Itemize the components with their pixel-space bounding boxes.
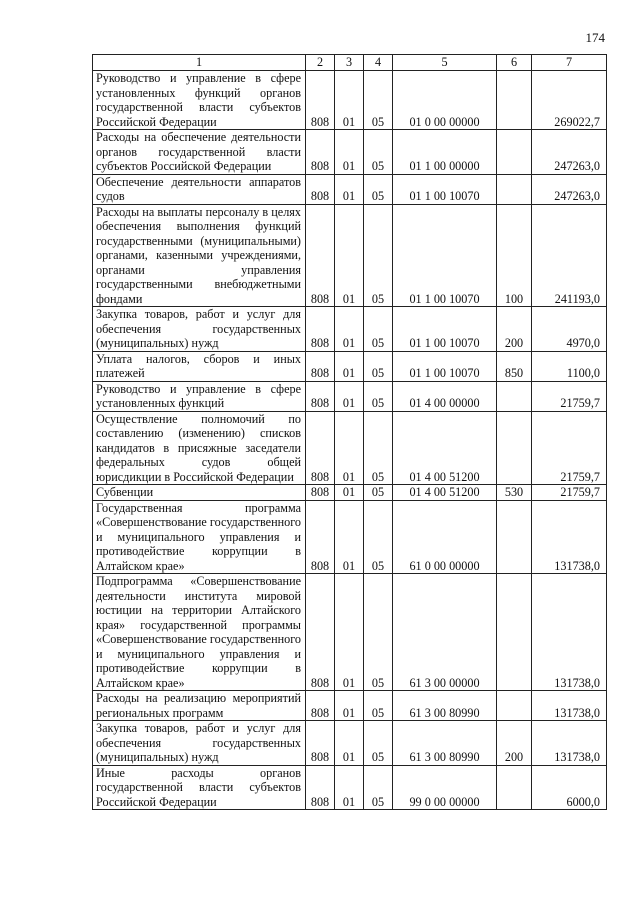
- row-name-cell: Руководство и управление в сфере установленных функций органов государственной власти субъектов Российской Федерации: [93, 71, 306, 130]
- row-name-cell: Уплата налогов, сборов и иных платежей: [93, 351, 306, 381]
- row-name-cell: Руководство и управление в сфере установленных функций: [93, 381, 306, 411]
- table-row: [93, 307, 607, 352]
- table-row: [93, 351, 607, 381]
- ministry-code-cell: 808: [306, 307, 335, 352]
- amount-cell: 21759,7: [532, 411, 607, 485]
- expense-type-cell: [497, 71, 532, 130]
- expense-type-cell: 100: [497, 204, 532, 307]
- amount-cell: 131738,0: [532, 574, 607, 691]
- target-article-cell: 61 0 00 00000: [393, 500, 497, 574]
- row-name-cell: Расходы на реализацию мероприятий региональных программ: [93, 691, 306, 721]
- subsection-code-cell: 05: [364, 500, 393, 574]
- budget-table: [92, 54, 607, 810]
- expense-type-cell: [497, 500, 532, 574]
- table-row: [93, 574, 607, 691]
- ministry-code-cell: 808: [306, 351, 335, 381]
- header-cell: 1: [93, 55, 306, 71]
- target-article-cell: 61 3 00 80990: [393, 721, 497, 766]
- section-code-cell: 01: [335, 130, 364, 175]
- expense-type-cell: [497, 411, 532, 485]
- section-code-cell: 01: [335, 174, 364, 204]
- header-cell: 3: [335, 55, 364, 71]
- target-article-cell: 01 1 00 10070: [393, 351, 497, 381]
- table-row: [93, 765, 607, 810]
- amount-cell: 247263,0: [532, 174, 607, 204]
- target-article-cell: 61 3 00 00000: [393, 574, 497, 691]
- target-article-cell: 01 0 00 00000: [393, 71, 497, 130]
- subsection-code-cell: 05: [364, 130, 393, 175]
- amount-cell: 269022,7: [532, 71, 607, 130]
- ministry-code-cell: 808: [306, 500, 335, 574]
- section-code-cell: 01: [335, 411, 364, 485]
- table-row: [93, 411, 607, 485]
- row-name-cell: Закупка товаров, работ и услуг для обеспечения государственных (муниципальных) нужд: [93, 721, 306, 766]
- subsection-code-cell: 05: [364, 721, 393, 766]
- subsection-code-cell: 05: [364, 71, 393, 130]
- section-code-cell: 01: [335, 574, 364, 691]
- section-code-cell: 01: [335, 307, 364, 352]
- table-row: [93, 691, 607, 721]
- target-article-cell: 01 1 00 10070: [393, 174, 497, 204]
- ministry-code-cell: 808: [306, 765, 335, 810]
- ministry-code-cell: 808: [306, 574, 335, 691]
- table-row: [93, 204, 607, 307]
- header-cell: 5: [393, 55, 497, 71]
- target-article-cell: 01 1 00 10070: [393, 307, 497, 352]
- row-name-cell: Государственная программа «Совершенствование государственного и муниципального управления и противодействие коррупции в Алтайском крае»: [93, 500, 306, 574]
- subsection-code-cell: 05: [364, 204, 393, 307]
- row-name-cell: Иные расходы органов государственной власти субъектов Российской Федерации: [93, 765, 306, 810]
- header-cell: 7: [532, 55, 607, 71]
- table-row: [93, 174, 607, 204]
- table-row: [93, 485, 607, 501]
- table-row: [93, 381, 607, 411]
- page-number: 174: [585, 30, 605, 45]
- row-name-cell: Закупка товаров, работ и услуг для обеспечения государственных (муниципальных) нужд: [93, 307, 306, 352]
- section-code-cell: 01: [335, 691, 364, 721]
- subsection-code-cell: 05: [364, 307, 393, 352]
- header-cell: 6: [497, 55, 532, 71]
- expense-type-cell: 200: [497, 307, 532, 352]
- ministry-code-cell: 808: [306, 130, 335, 175]
- section-code-cell: 01: [335, 381, 364, 411]
- ministry-code-cell: 808: [306, 411, 335, 485]
- table-row: [93, 721, 607, 766]
- expense-type-cell: 530: [497, 485, 532, 501]
- section-code-cell: 01: [335, 351, 364, 381]
- amount-cell: 241193,0: [532, 204, 607, 307]
- amount-cell: 131738,0: [532, 500, 607, 574]
- expense-type-cell: [497, 130, 532, 175]
- section-code-cell: 01: [335, 500, 364, 574]
- table-row: [93, 130, 607, 175]
- ministry-code-cell: 808: [306, 71, 335, 130]
- table-body: [93, 71, 607, 810]
- row-name-cell: Подпрограмма «Совершенствование деятельности института мировой юстиции на территории Алтайского края» государственной программы «Совершенствование государственного и муниципального управления и противодействие коррупции в Алтайском крае»: [93, 574, 306, 691]
- amount-cell: 1100,0: [532, 351, 607, 381]
- section-code-cell: 01: [335, 485, 364, 501]
- subsection-code-cell: 05: [364, 411, 393, 485]
- subsection-code-cell: 05: [364, 765, 393, 810]
- ministry-code-cell: 808: [306, 204, 335, 307]
- row-name-cell: Субвенции: [93, 485, 306, 501]
- expense-type-cell: 850: [497, 351, 532, 381]
- amount-cell: 131738,0: [532, 721, 607, 766]
- target-article-cell: 01 4 00 00000: [393, 381, 497, 411]
- section-code-cell: 01: [335, 721, 364, 766]
- amount-cell: 247263,0: [532, 130, 607, 175]
- section-code-cell: 01: [335, 765, 364, 810]
- amount-cell: 21759,7: [532, 381, 607, 411]
- target-article-cell: 61 3 00 80990: [393, 691, 497, 721]
- row-name-cell: Обеспечение деятельности аппаратов судов: [93, 174, 306, 204]
- amount-cell: 4970,0: [532, 307, 607, 352]
- expense-type-cell: [497, 574, 532, 691]
- header-cell: 2: [306, 55, 335, 71]
- target-article-cell: 01 4 00 51200: [393, 485, 497, 501]
- row-name-cell: Расходы на выплаты персоналу в целях обеспечения выполнения функций государственными (муниципальными) органами, казенными учреждениями, органами управления государственными внебюджетными фондами: [93, 204, 306, 307]
- header-row: [93, 55, 607, 71]
- expense-type-cell: [497, 174, 532, 204]
- subsection-code-cell: 05: [364, 691, 393, 721]
- target-article-cell: 01 1 00 00000: [393, 130, 497, 175]
- ministry-code-cell: 808: [306, 381, 335, 411]
- table-row: [93, 500, 607, 574]
- ministry-code-cell: 808: [306, 174, 335, 204]
- expense-type-cell: [497, 691, 532, 721]
- amount-cell: 21759,7: [532, 485, 607, 501]
- ministry-code-cell: 808: [306, 721, 335, 766]
- target-article-cell: 01 4 00 51200: [393, 411, 497, 485]
- subsection-code-cell: 05: [364, 574, 393, 691]
- ministry-code-cell: 808: [306, 691, 335, 721]
- header-cell: 4: [364, 55, 393, 71]
- ministry-code-cell: 808: [306, 485, 335, 501]
- row-name-cell: Расходы на обеспечение деятельности органов государственной власти субъектов Российской Федерации: [93, 130, 306, 175]
- expense-type-cell: [497, 765, 532, 810]
- subsection-code-cell: 05: [364, 174, 393, 204]
- section-code-cell: 01: [335, 204, 364, 307]
- amount-cell: 131738,0: [532, 691, 607, 721]
- amount-cell: 6000,0: [532, 765, 607, 810]
- subsection-code-cell: 05: [364, 381, 393, 411]
- target-article-cell: 01 1 00 10070: [393, 204, 497, 307]
- expense-type-cell: 200: [497, 721, 532, 766]
- subsection-code-cell: 05: [364, 485, 393, 501]
- subsection-code-cell: 05: [364, 351, 393, 381]
- row-name-cell: Осуществление полномочий по составлению (изменению) списков кандидатов в присяжные заседатели федеральных судов общей юрисдикции в Российской Федерации: [93, 411, 306, 485]
- expense-type-cell: [497, 381, 532, 411]
- table-row: [93, 71, 607, 130]
- target-article-cell: 99 0 00 00000: [393, 765, 497, 810]
- section-code-cell: 01: [335, 71, 364, 130]
